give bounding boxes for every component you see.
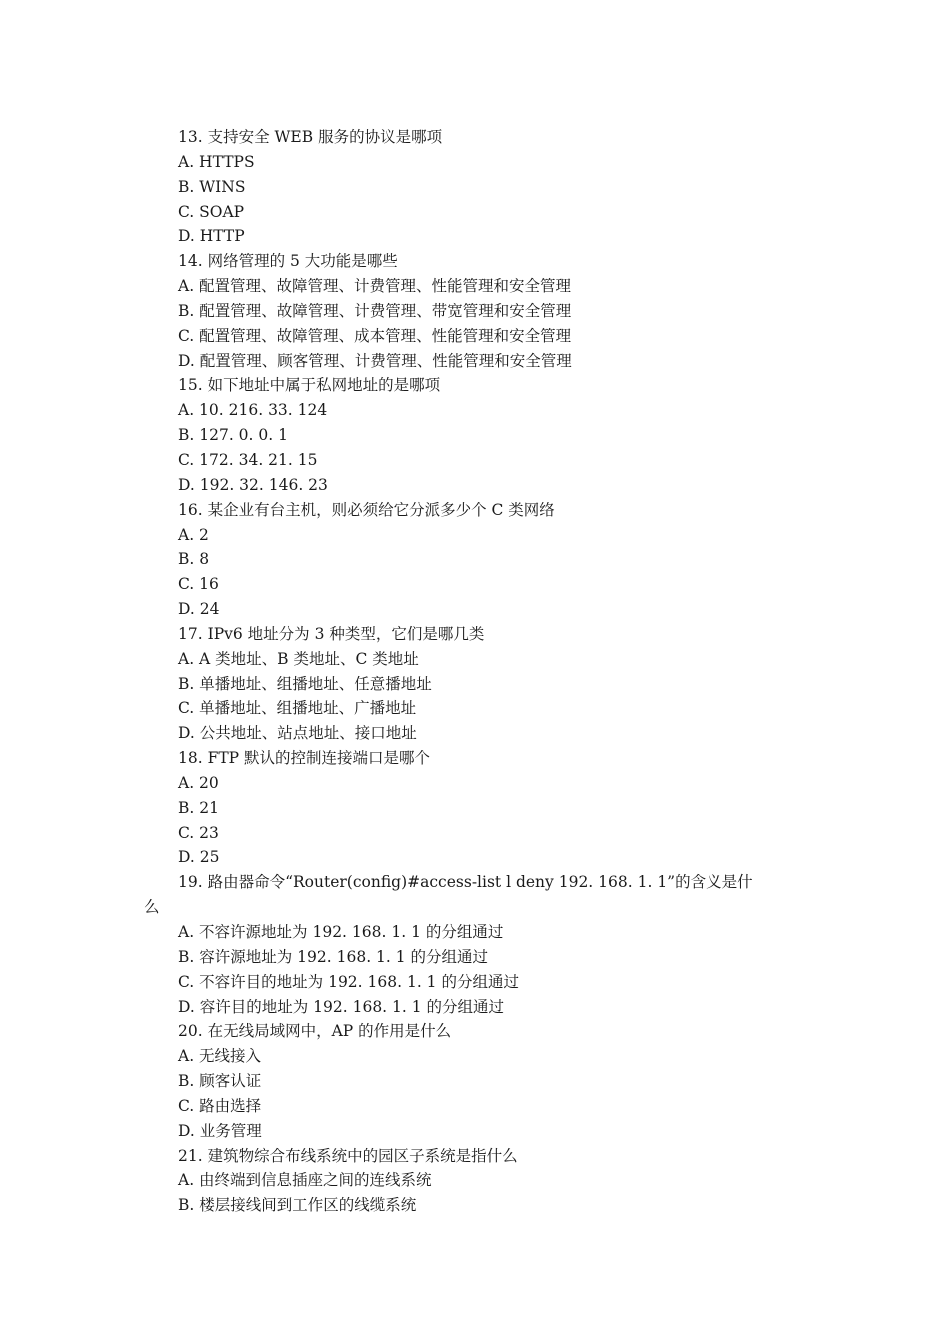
question-19-option-d: D. 容许目的地址为 192. 168. 1. 1 的分组通过	[178, 997, 505, 1016]
question-15-stem: 15. 如下地址中属于私网地址的是哪项	[178, 376, 441, 395]
question-18-option-b: B. 21	[178, 798, 219, 817]
question-14-option-a: A. 配置管理、故障管理、计费管理、性能管理和安全管理	[178, 277, 572, 296]
question-18-option-d: D. 25	[178, 848, 220, 867]
question-21-stem: 21. 建筑物综合布线系统中的园区子系统是指什么	[178, 1146, 518, 1165]
question-20-option-b: B. 顾客认证	[178, 1072, 262, 1091]
question-13-stem: 13. 支持安全 WEB 服务的协议是哪项	[178, 128, 443, 146]
question-13-option-c: C. SOAP	[178, 202, 245, 221]
question-19-option-c: C. 不容许目的地址为 192. 168. 1. 1 的分组通过	[178, 972, 519, 991]
question-17-option-c: C. 单播地址、组播地址、广播地址	[178, 699, 417, 718]
question-15-option-a: A. 10. 216. 33. 124	[178, 401, 328, 420]
question-16-option-c: C. 16	[178, 575, 219, 594]
question-19-option-b: B. 容许源地址为 192. 168. 1. 1 的分组通过	[178, 947, 489, 966]
question-18-option-c: C. 23	[178, 823, 219, 842]
question-20-option-a: A. 无线接入	[178, 1047, 262, 1066]
question-15-option-c: C. 172. 34. 21. 15	[178, 450, 318, 469]
question-16-option-b: B. 8	[178, 550, 210, 569]
question-19-stem-line1: 19. 路由器命令“Router(config)#access-list l deny 192. 168. 1. 1”的含义是什	[178, 873, 753, 892]
question-21-option-a: A. 由终端到信息插座之间的连线系统	[178, 1171, 432, 1190]
question-21-option-b: B. 楼层接线间到工作区的线缆系统	[178, 1196, 417, 1215]
question-14-stem: 14. 网络管理的 5 大功能是哪些	[178, 252, 398, 271]
question-19-stem-line2: 么	[144, 898, 160, 917]
question-13-option-a: A. HTTPS	[178, 152, 255, 171]
question-20-option-d: D. 业务管理	[178, 1121, 262, 1140]
question-list	[144, 125, 814, 1218]
question-16-option-a: A. 2	[178, 525, 209, 544]
question-16-option-d: D. 24	[178, 600, 220, 619]
question-17-stem: 17. IPv6 地址分为 3 种类型，它们是哪几类	[178, 624, 485, 643]
question-19-option-a: A. 不容许源地址为 192. 168. 1. 1 的分组通过	[178, 923, 504, 941]
question-15-option-d: D. 192. 32. 146. 23	[178, 475, 328, 494]
question-16-stem: 16. 某企业有台主机，则必须给它分派多少个 C 类网络	[178, 500, 555, 519]
question-17-option-d: D. 公共地址、站点地址、接口地址	[178, 724, 417, 743]
question-13-option-b: B. WINS	[178, 177, 246, 196]
question-14-option-d: D. 配置管理、顾客管理、计费管理、性能管理和安全管理	[178, 351, 572, 370]
question-14-option-c: C. 配置管理、故障管理、成本管理、性能管理和安全管理	[178, 326, 572, 345]
question-14-option-b: B. 配置管理、故障管理、计费管理、带宽管理和安全管理	[178, 301, 572, 320]
question-15-option-b: B. 127. 0. 0. 1	[178, 426, 288, 445]
question-18-stem: 18. FTP 默认的控制连接端口是哪个	[178, 749, 431, 768]
question-20-stem: 20. 在无线局域网中，AP 的作用是什么	[178, 1022, 452, 1041]
question-18-option-a: A. 20	[178, 773, 219, 792]
question-13-option-d: D. HTTP	[178, 227, 245, 246]
question-17-option-a: A. A 类地址、B 类地址、C 类地址	[178, 649, 419, 668]
question-17-option-b: B. 单播地址、组播地址、任意播地址	[178, 674, 432, 693]
question-20-option-c: C. 路由选择	[178, 1096, 262, 1115]
